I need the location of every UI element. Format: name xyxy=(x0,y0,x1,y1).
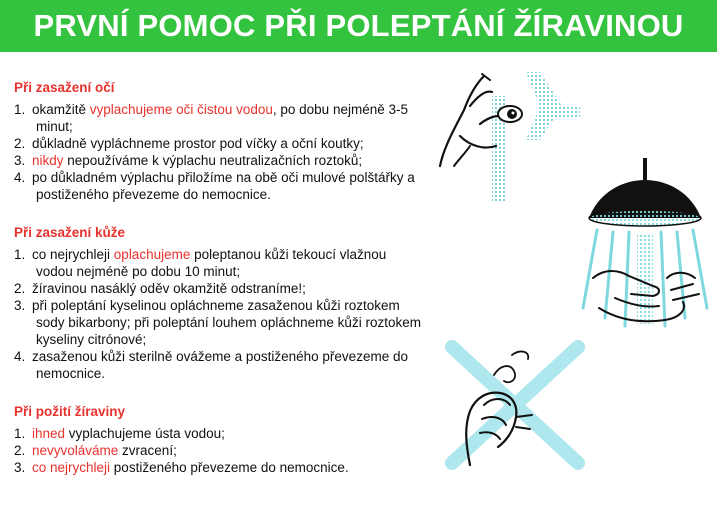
highlighted-text: nevyvoláváme xyxy=(32,443,119,458)
list-item xyxy=(14,246,424,280)
item-text: žíravinou nasáklý oděv okamžitě odstraníme!; xyxy=(32,281,306,296)
item-number: 3. xyxy=(14,460,26,475)
item-number: 1. xyxy=(14,426,26,441)
item-text: nepoužíváme k výplachu neutralizačních roztoků; xyxy=(63,153,363,168)
list-item xyxy=(14,442,424,459)
item-text: zasaženou kůži sterilně ovážeme a postiženého převezeme do nemocnice. xyxy=(32,349,408,381)
item-number: 2. xyxy=(14,136,26,151)
item-text: , po dobu nejméně 3-5 minut; xyxy=(36,102,408,134)
highlighted-text: vyplachujeme oči čistou vodou xyxy=(89,102,273,117)
item-text: zvracení; xyxy=(118,443,177,458)
list-item xyxy=(14,169,424,203)
section-swallow xyxy=(14,404,424,476)
section-eyes xyxy=(14,80,424,203)
list-item xyxy=(14,348,424,382)
item-number: 1. xyxy=(14,102,26,117)
item-text: při poleptání kyselinou opláchneme zasaženou kůži roztokem sody bikarbony; při poleptání louhem opláchneme kůži roztokem kyseliny citrónové; xyxy=(32,298,421,347)
shower-hands-icon xyxy=(575,158,717,338)
section-heading: Při požití žíraviny xyxy=(14,404,126,419)
item-number: 4. xyxy=(14,349,26,364)
crossed-mouth-icon xyxy=(440,335,590,475)
item-text: postiženého převezeme do nemocnice. xyxy=(110,460,349,475)
item-number: 2. xyxy=(14,281,26,296)
list-item xyxy=(14,297,424,348)
highlighted-text: nikdy xyxy=(32,153,64,168)
page-title: PRVNÍ POMOC PŘI POLEPTÁNÍ ŽÍRAVINOU xyxy=(33,8,684,43)
list-item xyxy=(14,425,424,442)
item-number: 3. xyxy=(14,153,26,168)
item-text: vyplachujeme ústa vodou; xyxy=(65,426,225,441)
item-number: 2. xyxy=(14,443,26,458)
item-number: 4. xyxy=(14,170,26,185)
item-text: co nejrychleji xyxy=(32,247,114,262)
steps-list xyxy=(14,101,424,203)
item-number: 3. xyxy=(14,298,26,313)
list-item xyxy=(14,459,424,476)
item-text: poleptanou kůži tekoucí vlažnou vodou nejméně po dobu 10 minut; xyxy=(36,247,387,279)
steps-list xyxy=(14,246,424,382)
list-item xyxy=(14,280,424,297)
highlighted-text: oplachujeme xyxy=(113,247,191,262)
header-bar xyxy=(0,0,717,52)
list-item xyxy=(14,152,424,169)
item-number: 1. xyxy=(14,247,26,262)
list-item xyxy=(14,135,424,152)
item-text: okamžitě xyxy=(32,102,90,117)
section-skin xyxy=(14,225,424,382)
item-text: důkladně vypláchneme prostor pod víčky a oční koutky; xyxy=(32,136,364,151)
highlighted-text: ihned xyxy=(32,426,66,441)
highlighted-text: co nejrychleji xyxy=(32,460,111,475)
section-heading: Při zasažení kůže xyxy=(14,225,126,240)
eye-rinse-icon xyxy=(430,66,590,201)
list-item xyxy=(14,101,424,135)
steps-list xyxy=(14,425,424,476)
section-heading: Při zasažení očí xyxy=(14,80,115,95)
instructions xyxy=(14,80,424,476)
item-text: po důkladném výplachu přiložíme na obě oči mulové polštářky a postiženého převezeme do nemocnice. xyxy=(32,170,415,202)
